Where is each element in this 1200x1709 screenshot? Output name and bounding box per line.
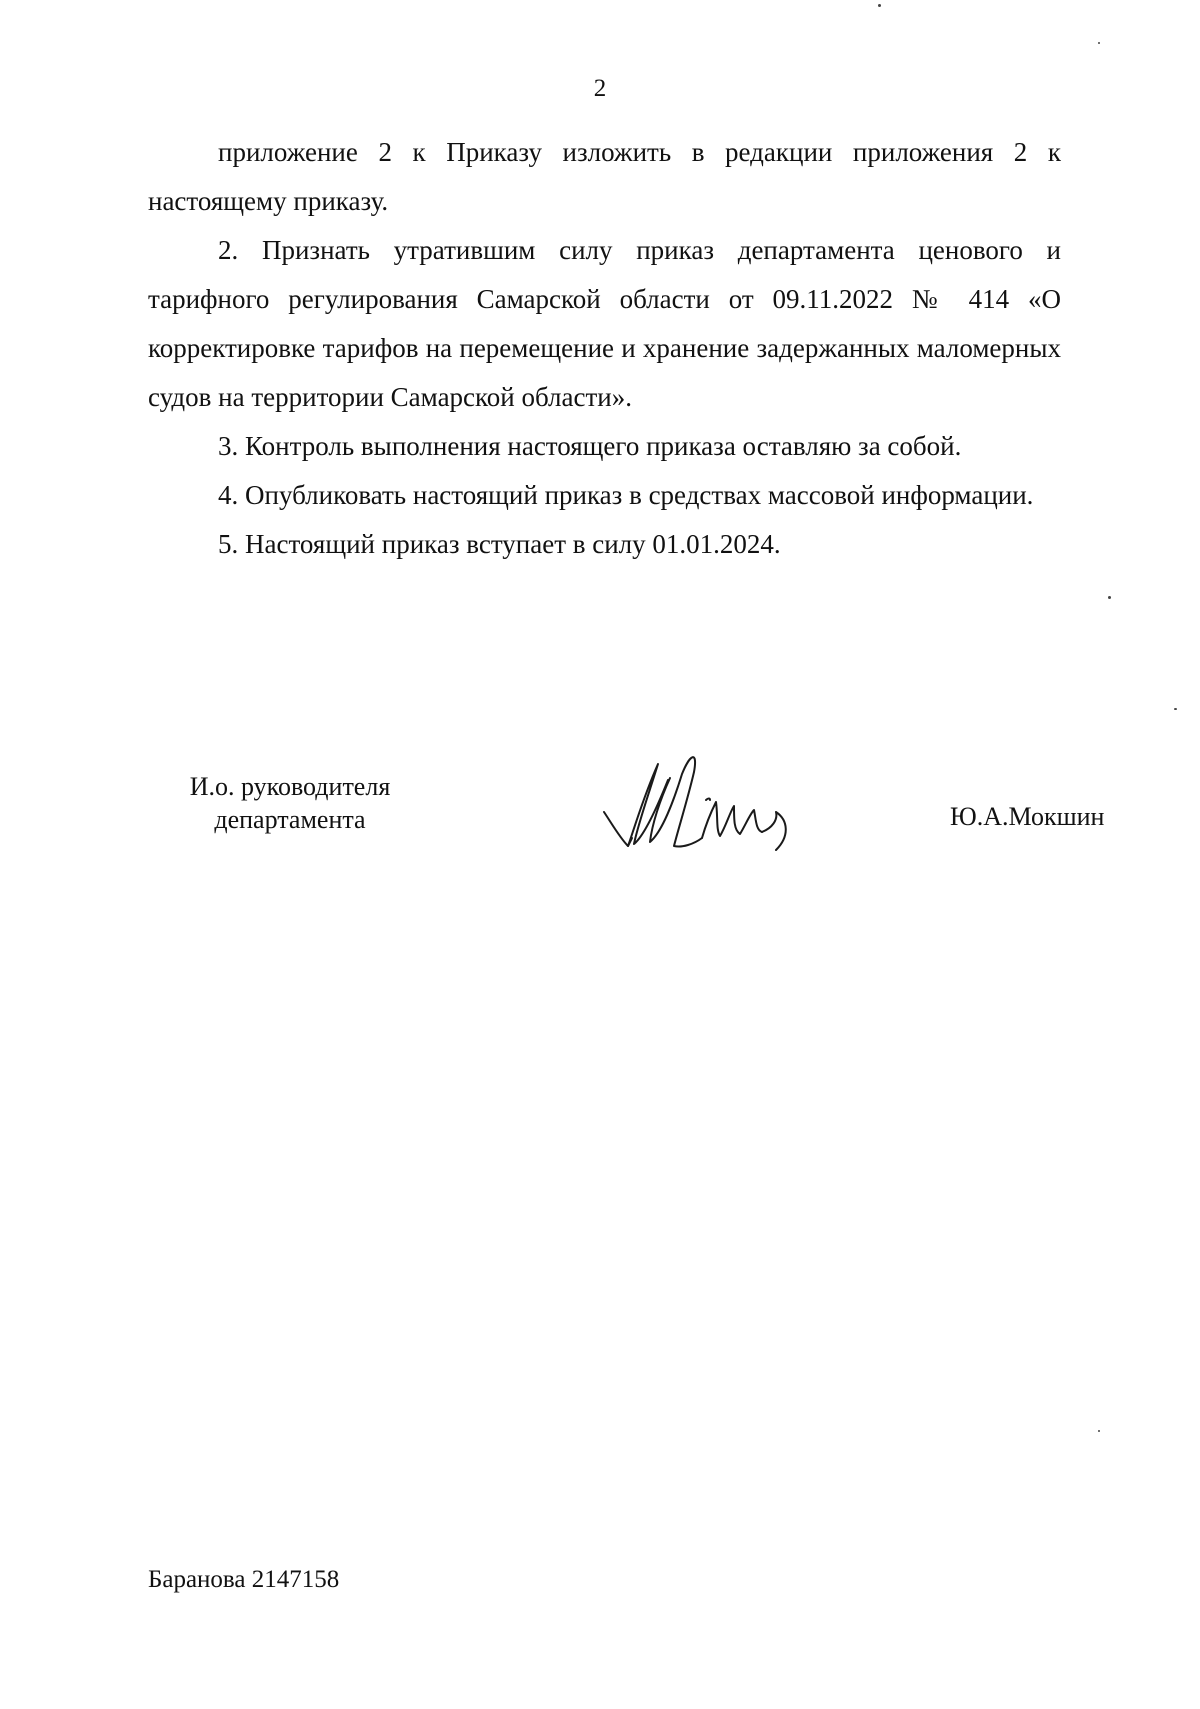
signer-name: Ю.А.Мокшин xyxy=(950,802,1105,831)
signature-block xyxy=(0,770,1200,880)
document-body xyxy=(148,128,1061,569)
paragraph-item-3: 3. Контроль выполнения настоящего приказа оставляю за собой. xyxy=(218,431,962,461)
signer-position xyxy=(170,770,410,836)
scan-speck xyxy=(1098,1430,1100,1432)
paragraph-item-2: 2. Признать утратившим силу приказ департамента ценового и тарифного регулирования Самарской области от 09.11.2022 № 414 «О корректировке тарифов на перемещение и хранение задержанных маломерных судов на территории Самарской области». xyxy=(148,235,1061,412)
executor-note: Баранова 2147158 xyxy=(148,1566,340,1593)
scan-speck xyxy=(1098,42,1100,44)
scan-speck xyxy=(1108,596,1111,599)
handwritten-signature-icon xyxy=(598,740,818,860)
page-number: 2 xyxy=(593,75,607,102)
signer-position-line2: департамента xyxy=(214,805,366,834)
scan-speck xyxy=(1174,708,1177,710)
scan-speck xyxy=(878,4,881,7)
paragraph-item-4: 4. Опубликовать настоящий приказ в средствах массовой информации. xyxy=(218,480,1034,510)
signer-position-line1: И.о. руководителя xyxy=(189,772,391,801)
paragraph-item-5: 5. Настоящий приказ вступает в силу 01.01.2024. xyxy=(218,529,781,559)
paragraph-continuation: приложение 2 к Приказу изложить в редакции приложения 2 к настоящему приказу. xyxy=(148,137,1061,216)
